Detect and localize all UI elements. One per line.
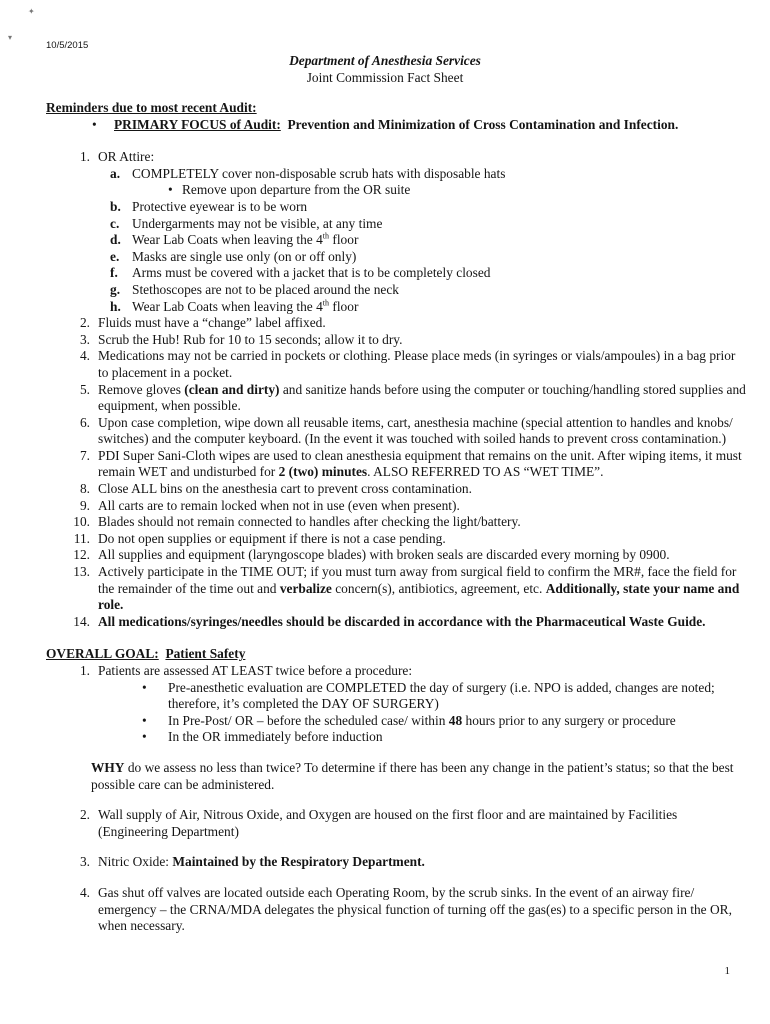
document-body bbox=[46, 100, 746, 935]
list-item: 3. Scrub the Hub! Rub for 10 to 15 seconds; allow it to dry. bbox=[79, 331, 403, 347]
reminders-heading: Reminders due to most recent Audit: bbox=[46, 100, 257, 115]
bullet-icon: • bbox=[142, 712, 147, 728]
document-title bbox=[0, 53, 770, 86]
list-item: 8. Close ALL bins on the anesthesia cart to prevent cross contamination. bbox=[79, 481, 472, 497]
scan-mark: ✦ bbox=[28, 7, 35, 16]
list-item: 14. All medications/syringes/needles should be discarded in accordance with the Pharmaceutical Waste Guide. bbox=[73, 613, 706, 629]
list-item: 1. OR Attire: bbox=[79, 149, 155, 165]
overall-goal-heading: OVERALL GOAL: Patient Safety bbox=[46, 646, 246, 662]
focus-label: PRIMARY FOCUS of Audit: bbox=[114, 116, 281, 132]
list-item: 5. Remove gloves (clean and dirty) and sanitize hands before using the computer or touching/handling stored supplies and equipment, when possible. bbox=[79, 381, 746, 414]
list-item: 10. Blades should not remain connected to handles after checking the light/battery. bbox=[73, 514, 521, 530]
bullet-item: • In Pre-Post/ OR – before the scheduled case/ within 48 hours prior to any surgery or procedure bbox=[142, 712, 676, 728]
list-item: 6. Upon case completion, wipe down all reusable items, cart, anesthesia machine (special attention to handles and knobs/ switches) and the computer keyboard. (In the event it was touched with soiled hands to prevent cross contamination.) bbox=[79, 414, 733, 447]
focus-text: Prevention and Minimization of Cross Contamination and Infection. bbox=[287, 116, 679, 132]
department-name: Department of Anesthesia Services bbox=[289, 53, 481, 68]
list-item: 9. All carts are to remain locked when not in use (even when present). bbox=[79, 497, 460, 513]
sub-item: b. Protective eyewear is to be worn bbox=[110, 198, 308, 214]
sub-item: f. Arms must be covered with a jacket that is to be completely closed bbox=[110, 265, 491, 281]
sub-item: h. Wear Lab Coats when leaving the 4th floor bbox=[110, 298, 359, 314]
list-item: 4. Medications may not be carried in pockets or clothing. Please place meds (in syringes or vials/ampoules) in a bag prior to placement in a pocket. bbox=[79, 348, 736, 380]
list-item: 2. Fluids must have a “change” label affixed. bbox=[79, 315, 326, 331]
bullet-icon: • bbox=[142, 679, 147, 695]
list-item: 2. Wall supply of Air, Nitrous Oxide, and Oxygen are housed on the first floor and are maintained by Facilities (Engineering Department) bbox=[79, 807, 678, 839]
document-subtitle: Joint Commission Fact Sheet bbox=[306, 69, 464, 85]
bullet-icon: • bbox=[168, 182, 173, 198]
scan-mark: ▾ bbox=[8, 33, 13, 42]
list-item: 13. Actively participate in the TIME OUT; if you must turn away from surgical field to confirm the MR#, face the field for the remainder of the time out and verbalize concern(s), antibiotics, agreement, etc. Additionally, state your name and role. bbox=[73, 564, 740, 613]
list-item: 11. Do not open supplies or equipment if there is not a case pending. bbox=[73, 530, 446, 546]
document-date: 10/5/2015 bbox=[46, 40, 89, 51]
primary-focus bbox=[92, 117, 746, 134]
sub-item: d. Wear Lab Coats when leaving the 4th floor bbox=[110, 231, 359, 248]
page-number: 1 bbox=[724, 965, 730, 977]
sub-item: g. Stethoscopes are not to be placed around the neck bbox=[110, 281, 399, 297]
list-item: 7. PDI Super Sani-Cloth wipes are used to clean anesthesia equipment that remains on the unit. After wiping items, it must remain WET and undisturbed for 2 (two) minutes. ALSO REFERRED TO AS “WET TIME”. bbox=[79, 447, 742, 480]
sub-item: e. Masks are single use only (on or off only) bbox=[110, 248, 357, 264]
sub-item: c. Undergarments may not be visible, at any time bbox=[110, 215, 383, 231]
bullet-icon: • bbox=[142, 729, 147, 745]
list-item: 12. All supplies and equipment (laryngoscope blades) with broken seals are discarded every morning by 0900. bbox=[73, 547, 670, 563]
why-paragraph: WHY do we assess no less than twice? To determine if there has been any change in the patient’s status; so that the best possible care can be administered. bbox=[91, 759, 734, 792]
bullet-item: • In the OR immediately before induction bbox=[142, 729, 383, 745]
list-item: 1. Patients are assessed AT LEAST twice before a procedure: bbox=[79, 663, 413, 678]
bullet-icon: • bbox=[92, 116, 97, 132]
bullet-item: • Pre-anesthetic evaluation are COMPLETED the day of surgery (i.e. NPO is added, changes are noted; therefore, it’s completed the DAY OF SURGERY) bbox=[142, 679, 715, 712]
sub-bullet: • Remove upon departure from the OR suite bbox=[168, 182, 411, 198]
list-item: 4. Gas shut off valves are located outside each Operating Room, by the scrub sinks. In the event of an airway fire/ emergency – the CRNA/MDA delegates the physical function of turning off the gas(es) to a specific person in the OR, when necessary. bbox=[79, 884, 732, 934]
sub-item: a. COMPLETELY cover non-disposable scrub hats with disposable hats bbox=[110, 165, 506, 181]
list-item: 3. Nitric Oxide: Maintained by the Respiratory Department. bbox=[79, 854, 425, 870]
